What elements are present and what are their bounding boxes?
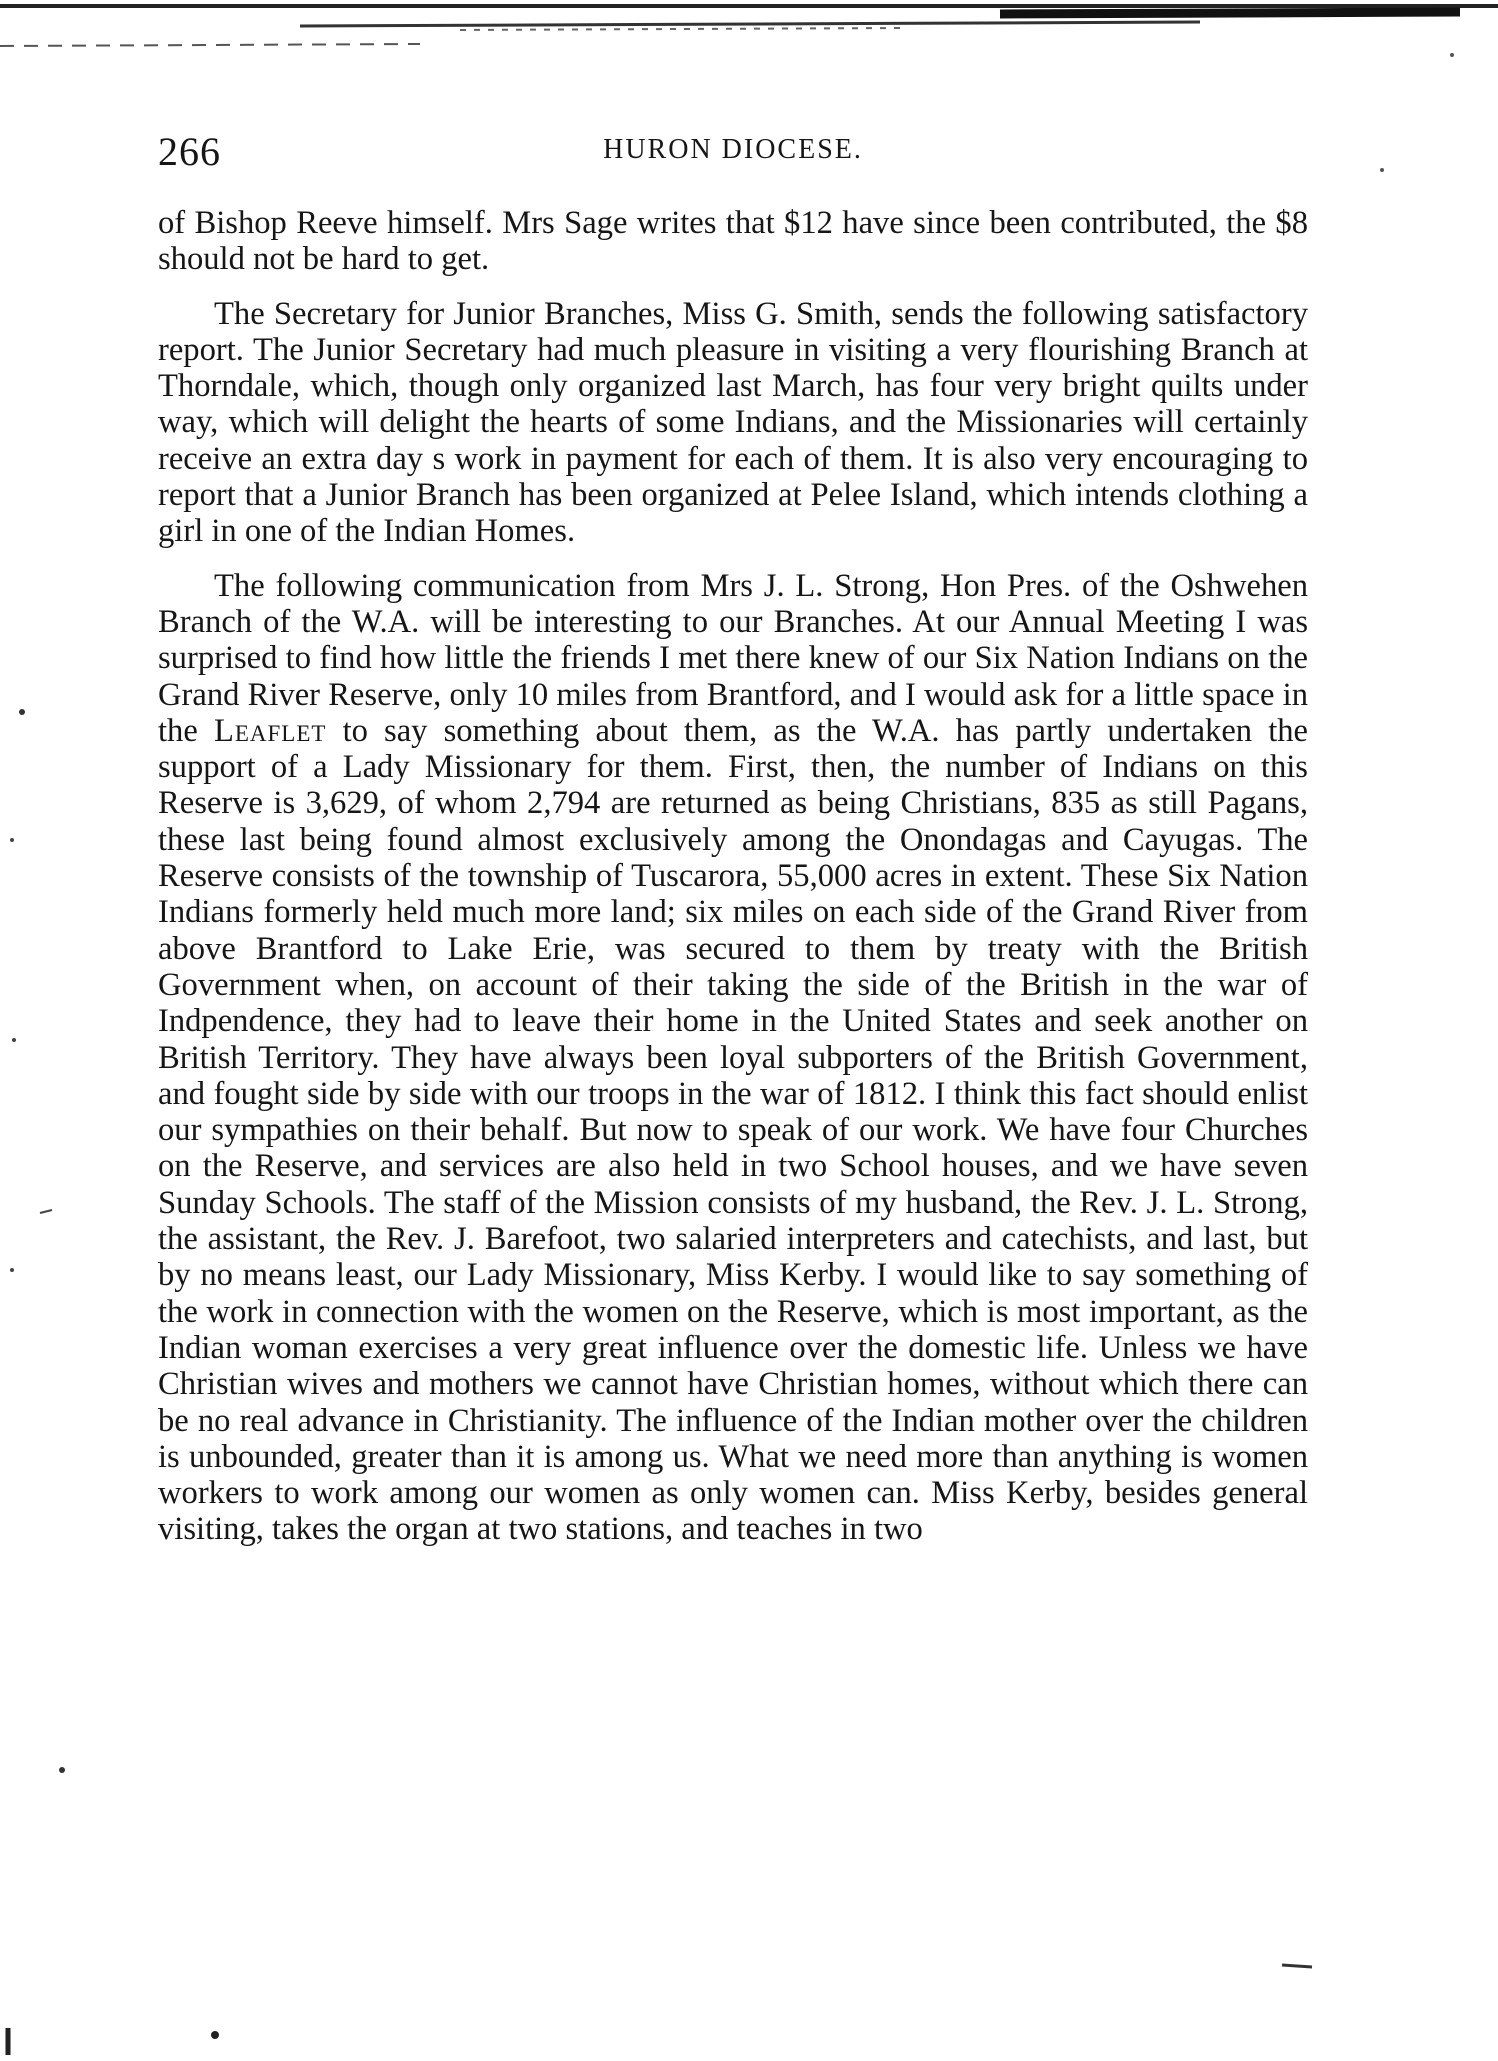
top-border-rule — [0, 0, 1498, 60]
running-head — [158, 128, 1308, 178]
page-number: 266 — [158, 129, 221, 174]
paragraph-3 — [158, 568, 1308, 1548]
paragraph-3-part-1: The following communication from Mrs J. L. Strong, Hon Pres. of the Oshwehen Branch of the W.A. will be interesting to our Branches. At our Annual Meeting I was surprised to find how little the friends I met there knew of our Six Nation Indians on the Grand River Reserve, only 10 miles from Brantford, and I would ask for a little space in the — [158, 567, 1308, 749]
header-title: HURON DIOCESE. — [603, 134, 863, 165]
paragraph-1: of Bishop Reeve himself. Mrs Sage writes that $12 have since been contributed, the $8 should not be hard to get. — [158, 205, 1308, 278]
paragraph-2: The Secretary for Junior Branches, Miss G. Smith, sends the following satisfactory report. The Junior Secretary had much pleasure in visiting a very flourishing Branch at Thorndale, which, though only organized last March, has four very bright quilts under way, which will delight the hearts of some Indians, and the Missionaries will certainly receive an extra day s work in payment for each of them. It is also very encouraging to report that a Junior Branch has been organized at Pelee Island, which intends clothing a girl in one of the Indian Homes. — [158, 295, 1308, 550]
leaflet-title: Leaflet — [213, 712, 327, 749]
body-text — [158, 205, 1308, 1548]
paragraph-3-part-2: to say something about them, as the W.A. has partly undertaken the support of a Lady Missionary for them. First, then, the number of Indians on this Reserve is 3,629, of whom 2,794 are returned as being Christians, 835 as still Pagans, these last being found almost exclusively among the Onondagas and Cayugas. The Reserve consists of the township of Tuscarora, 55,000 acres in extent. These Six Nation Indians formerly held much more land; six miles on each side of the Grand River from above Brantford to Lake Erie, was secured to them by treaty with the British Government when, on account of their taking the side of the British in the war of Indpendence, they had to leave their home in the United States and seek another on British Territory. They have always been loyal subporters of the British Government, and fought side by side with our troops in the war of 1812. I think this fact should enlist our sympathies on their behalf. But now to speak of our work. We have four Churches on the Reserve, and services are also held in two School houses, and we have seven Sunday Schools. The staff of the Mission consists of my husband, the Rev. J. L. Strong, the assistant, the Rev. J. Barefoot, two salaried interpreters and catechists, and last, but by no means least, our Lady Missionary, Miss Kerby. I would like to say something of the work in connection with the women on the Reserve, which is most important, as the Indian woman exercises a very great influence over the domestic life. Unless we have Christian wives and mothers we cannot have Christian homes, without which there can be no real advance in Christianity. The influence of the Indian mother over the children is unbounded, greater than it is among us. What we need more than anything is women workers to work among our women as only women can. Miss Kerby, besides general visiting, takes the organ at two stations, and teaches in two — [158, 712, 1308, 1548]
